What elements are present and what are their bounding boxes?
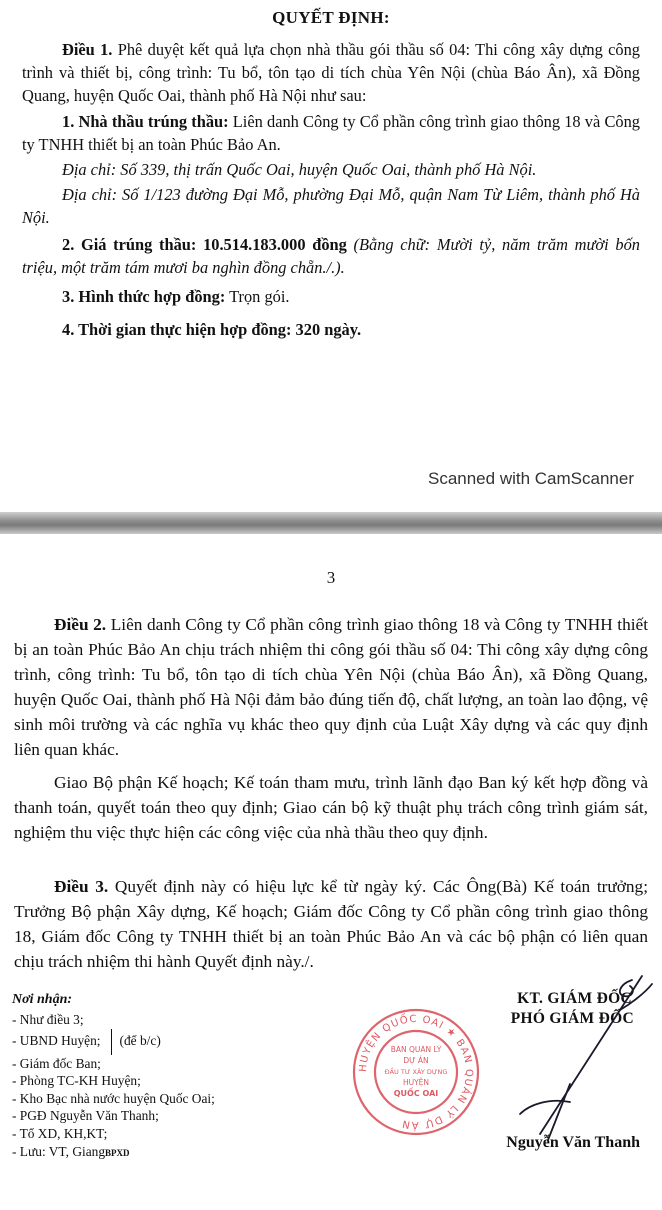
recipients-title: Nơi nhận: [12,992,73,1007]
recipient-item: - Lưu: VT, GiangBPXD [12,1143,130,1159]
assignment-paragraph: Giao Bộ phận Kế hoạch; Kế toán tham mưu, trình lãnh đạo Ban ký kết hợp đồng và thanh toán, quyết toán theo quy định; Giao cán bộ kỹ thuật phụ trách công trình giám sát, nghiệm thu việc thực hiện các công việc của nhà thầu theo quy định. [14,773,648,842]
item-2-words: (Bằng chữ: Mười tỷ, năm trăm mười bốn triệu, một trăm tám mươi ba nghìn đồng chẵn./.). [22,235,640,277]
item-2-label: 2. Giá trúng thầu: 10.514.183.000 đồng [62,235,347,254]
seal-line: ĐẦU TƯ XÂY DỰNG [384,1068,448,1076]
recipient-item: - PGĐ Nguyễn Văn Thanh; [12,1108,159,1124]
address-1: Địa chỉ: Số 339, thị trấn Quốc Oai, huyện Quốc Oai, thành phố Hà Nội. [62,160,537,179]
signature-title-1: KT. GIÁM ĐỐC [517,990,632,1007]
recipients-list [12,1011,215,1162]
item-3-label: 3. Hình thức hợp đồng: [62,287,226,306]
article-2-label: Điều 2. [54,615,107,634]
signer-name: Nguyễn Văn Thanh [506,1134,640,1151]
seal-line: DỰ ÁN [403,1056,429,1065]
item-4-duration: 4. Thời gian thực hiện hợp đồng: 320 ngày. [62,320,362,339]
recipient-item: - Phòng TC-KH Huyện; [12,1073,141,1089]
article-1-text: Phê duyệt kết quả lựa chọn nhà thầu gói thầu số 04: Thi công xây dựng công trình và thiết bị, công trình: Tu bổ, tôn tạo di tích chùa Yên Nội (chùa Báo Ân), xã Đồng Quang, huyện Quốc Oai, thành phố Hà Nội như sau: [22,40,640,105]
article-3-label: Điều 3. [54,877,109,896]
recipient-item: - UBND Huyện; (để b/c) [12,1029,215,1055]
article-1 [22,38,640,107]
page-divider [0,512,662,534]
item-1-text: Liên danh Công ty Cổ phần công trình giao thông 18 và Công ty TNHH thiết bị an toàn Phúc Bảo An. [22,112,640,154]
brace-note: (để b/c) [119,1032,161,1048]
address-2: Địa chỉ: Số 1/123 đường Đại Mỗ, phường Đại Mỗ, quận Nam Từ Liêm, thành phố Hà Nội. [22,185,640,227]
archive-suffix: BPXD [105,1147,130,1158]
document-page-2 [0,534,662,1210]
recipient-item: - Giám đốc Ban; [12,1055,101,1071]
recipient-item: - Kho Bạc nhà nước huyện Quốc Oai; [12,1090,215,1106]
page-number: 3 [326,568,336,587]
signature-title-2: PHÓ GIÁM ĐỐC [510,1010,634,1027]
recipient-item: - Như điều 3; [12,1012,84,1027]
seal-line: QUỐC OAI [393,1089,439,1098]
document-page-1 [0,0,662,512]
recipient-item: - Tổ XD, KH,KT; [12,1125,108,1141]
article-2 [14,612,648,762]
item-3-value: Trọn gói. [225,287,290,306]
article-3-text: Quyết định này có hiệu lực kể từ ngày ký. Các Ông(Bà) Kế toán trưởng; Trưởng Bộ phận Xây dựng, Kế hoạch; Giám đốc Công ty Cổ phần công trình giao thông 18, Giám đốc Công ty TNHH thiết bị an toàn Phúc Bảo An và các bộ phận có liên quan chịu trách nhiệm thi hành Quyết định này./. [14,877,648,971]
scanner-watermark: Scanned with CamScanner [427,469,634,488]
article-1-label: Điều 1. [62,40,113,59]
item-1-winner [22,110,640,156]
item-3-contract-type [22,285,640,308]
brace-mark [111,1029,112,1055]
item-1-label: 1. Nhà thầu trúng thầu: [62,112,229,131]
decision-heading: QUYẾT ĐỊNH: [272,8,390,27]
handwritten-signature [420,964,660,1154]
article-2-text: Liên danh Công ty Cổ phần công trình giao thông 18 và Công ty TNHH thiết bị an toàn Phúc Bảo An chịu trách nhiệm thi công gói thầu số 04: Thi công xây dựng công trình, công trình: Tu bổ, tôn tạo di tích chùa Yên Nội (chùa Báo Ân), xã Đồng Quang, huyện Quốc Oai, thành phố Hà Nội đảm bảo đúng tiến độ, chất lượng, an toàn lao động, vệ sinh môi trường và các nghĩa vụ khác theo quy định của Luật Xây dựng và các quy định liên quan khác. [14,615,649,759]
item-2-price [22,233,640,279]
seal-ring-text: HUYỆN QUỐC OAI ★ BAN QUẢN LÝ DỰ ÁN [357,1013,475,1131]
seal-line: HUYỆN [402,1078,430,1087]
seal-line: BAN QUẢN LÝ [390,1045,442,1054]
article-3 [14,874,648,974]
